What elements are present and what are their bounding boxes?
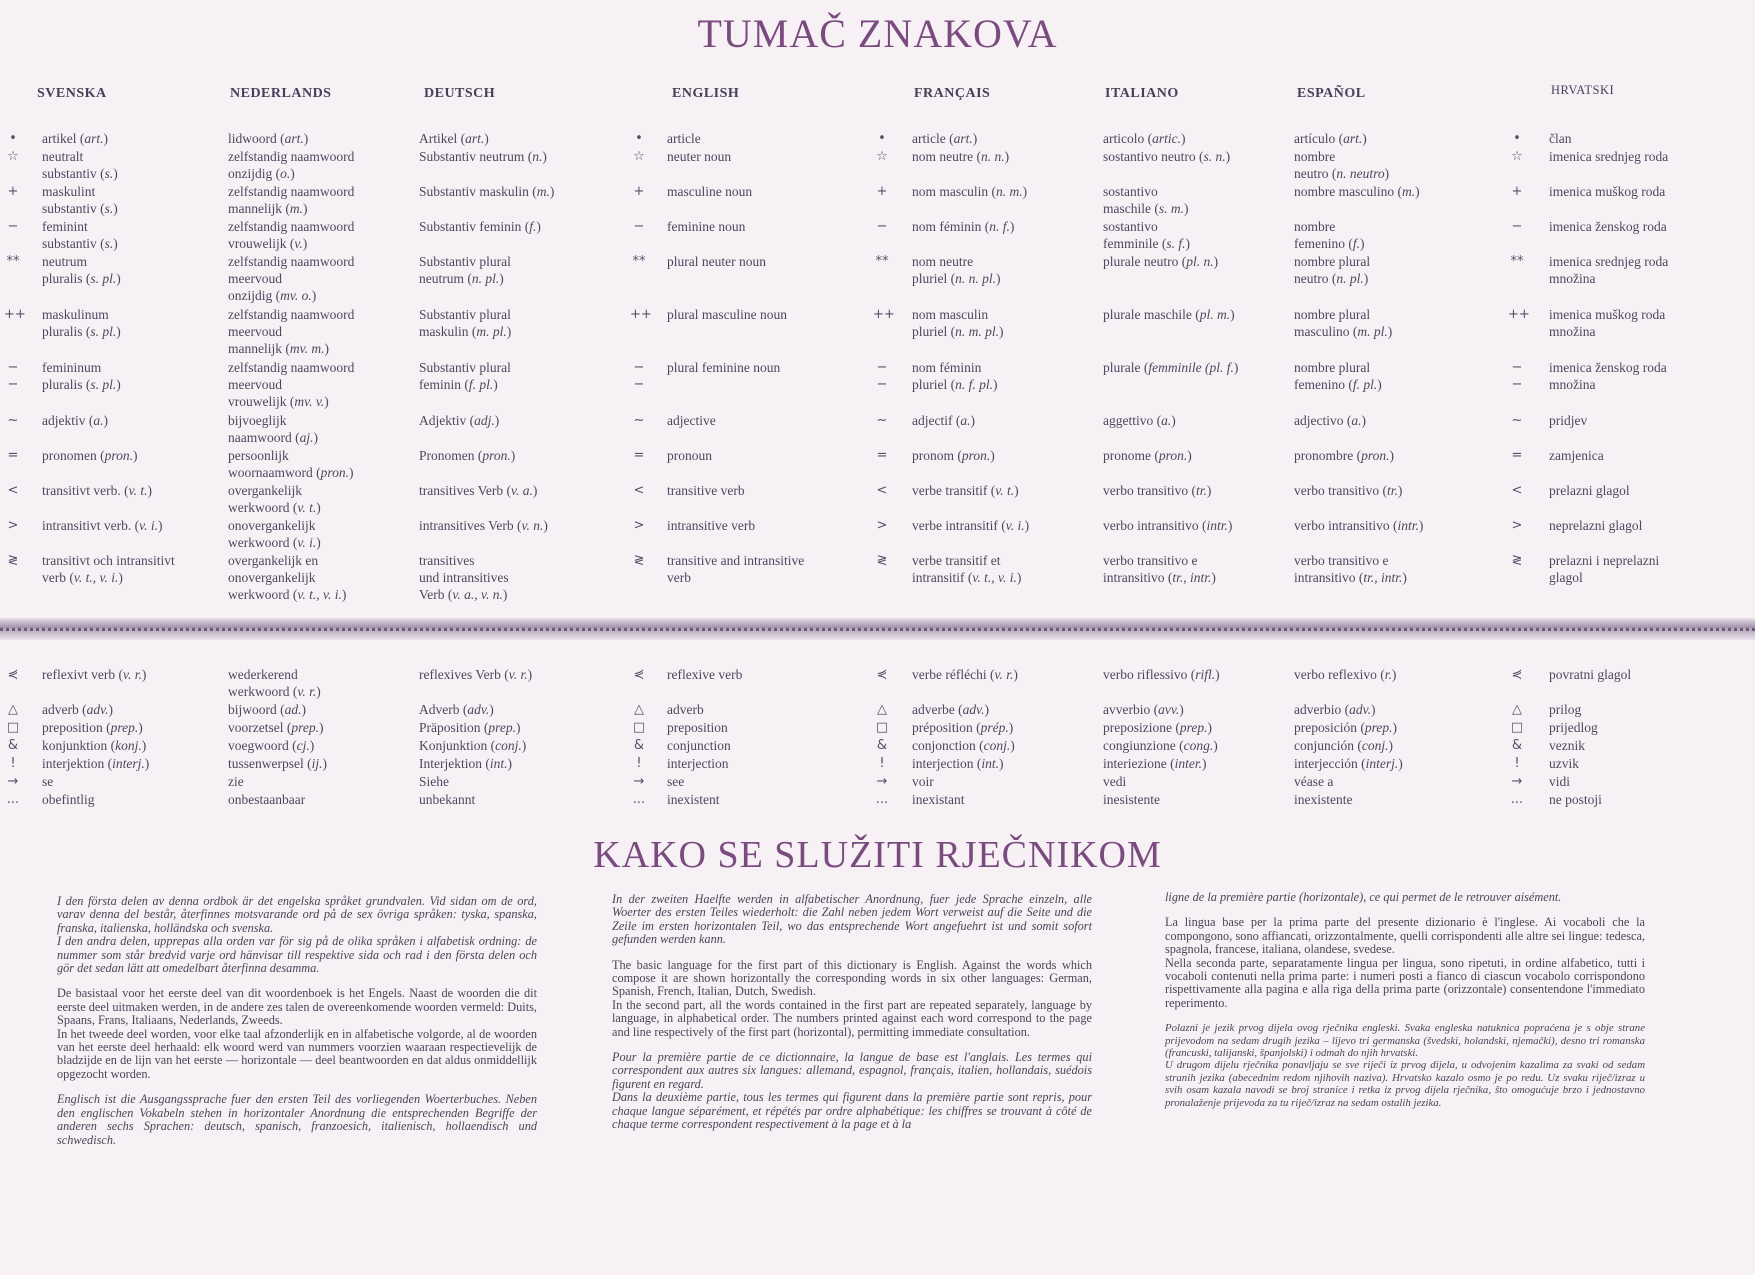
row-cell-de: Substantiv feminin (f.) <box>419 219 541 234</box>
row2-symbol-fr: ... <box>875 792 889 807</box>
row-symbol-hr: > <box>1511 518 1523 533</box>
row-cell-nl: zelfstandig naamwoord vrouwelijk (v.) <box>228 219 355 251</box>
row-symbol-en: < <box>633 483 645 498</box>
row2-symbol-en: ! <box>636 756 642 771</box>
row-cell-es: verbo transitivo e intransitivo (tr., intr.) <box>1294 553 1407 585</box>
row2-symbol-fr: & <box>876 738 888 753</box>
row2-symbol-en: → <box>633 774 645 789</box>
row2-cell-hr: povratni glagol <box>1549 667 1632 682</box>
row2-cell-es: inexistente <box>1294 792 1353 807</box>
row2-symbol-hr: ! <box>1514 756 1520 771</box>
row-symbol-sv: = <box>7 448 19 463</box>
row-symbol-fr: ☆ <box>876 149 888 164</box>
row-cell-hr: imenica srednjeg roda množina <box>1549 254 1669 286</box>
row-cell-en: pronoun <box>667 448 712 463</box>
row2-cell-fr: inexistant <box>912 792 965 807</box>
row-cell-en: article <box>667 131 701 146</box>
row-cell-de: transitives Verb (v. a.) <box>419 483 538 498</box>
row-cell-en: neuter noun <box>667 149 732 164</box>
row-symbol-hr: < <box>1511 483 1523 498</box>
row-cell-nl: overgankelijk werkwoord (v. t.) <box>228 483 321 515</box>
row-cell-de: Substantiv plural neutrum (n. pl.) <box>419 254 511 286</box>
row-cell-nl: bijvoeglijk naamwoord (aj.) <box>228 413 318 445</box>
row-cell-it: sostantivo femminile (s. f.) <box>1103 219 1190 251</box>
row-symbol-fr: − <box>876 219 888 234</box>
row-cell-hr: imenica muškog roda <box>1549 184 1666 199</box>
row-symbol-en: + <box>633 184 645 199</box>
row2-cell-de: Präposition (prep.) <box>419 720 521 735</box>
row-cell-sv: maskulinum pluralis (s. pl.) <box>42 307 121 339</box>
row2-cell-de: Adverb (adv.) <box>419 702 494 717</box>
row-cell-de: transitives und intransitives Verb (v. a., v. n.) <box>419 553 509 602</box>
row-cell-fr: verbe transitif (v. t.) <box>912 483 1019 498</box>
row2-cell-hr: veznik <box>1549 738 1585 753</box>
row-cell-it: plurale maschile (pl. m.) <box>1103 307 1235 322</box>
row-symbol-sv: < <box>7 483 19 498</box>
row-symbol-fr: ** <box>875 254 889 269</box>
row-cell-nl: persoonlijk woornaamword (pron.) <box>228 448 354 480</box>
row2-symbol-hr: ... <box>1510 792 1524 807</box>
instructions-column-1 <box>57 895 537 1159</box>
row2-cell-sv: obefintlig <box>42 792 95 807</box>
row-symbol-en: ++ <box>630 307 652 322</box>
row-symbol-hr: ≷ <box>1511 553 1523 568</box>
row-symbol-en: ** <box>632 254 646 269</box>
row2-symbol-en: ... <box>632 792 646 807</box>
fold-stitching <box>0 628 1755 631</box>
row-symbol-sv: • <box>9 131 17 146</box>
row2-cell-nl: wederkerend werkwoord (v. r.) <box>228 667 321 699</box>
row-cell-fr: nom féminin (n. f.) <box>912 219 1015 234</box>
row-cell-es: nombre plural neutro (n. pl.) <box>1294 254 1371 286</box>
row-cell-nl: zelfstandig naamwoord onzijdig (o.) <box>228 149 355 181</box>
row2-symbol-hr: △ <box>1512 702 1522 717</box>
row2-cell-sv: se <box>42 774 54 789</box>
row-cell-hr: pridjev <box>1549 413 1588 428</box>
row-cell-de: intransitives Verb (v. n.) <box>419 518 548 533</box>
row2-symbol-hr: ⋞ <box>1511 667 1523 682</box>
row2-symbol-sv: □ <box>6 720 20 735</box>
row-cell-it: verbo intransitivo (intr.) <box>1103 518 1233 533</box>
col2-paragraph: In der zweiten Haelfte werden in alfabetischer Anordnung, fuer jede Sprache einzeln, alle Woerter des ersten Teiles wiederholt: die Zahl neben jedem Wort verweist auf die Seite und die Zeile im ersten horizontalen Teil, wo das entsprechende Wort angefuehrt ist und somit sofort gefunden werden kann. <box>612 892 1092 947</box>
row-symbol-hr: ** <box>1510 254 1524 269</box>
row2-symbol-fr: □ <box>875 720 889 735</box>
row-cell-de: Substantiv plural feminin (f. pl.) <box>419 360 511 392</box>
row-cell-fr: adjectif (a.) <box>912 413 975 428</box>
row2-symbol-en: △ <box>634 702 644 717</box>
row-cell-en: feminine noun <box>667 219 746 234</box>
lang-header-de: DEUTSCH <box>424 86 496 101</box>
row-cell-fr: nom masculin pluriel (n. m. pl.) <box>912 307 1004 339</box>
row-symbol-fr: ++ <box>873 307 895 322</box>
row-cell-sv: pronomen (pron.) <box>42 448 138 463</box>
row-cell-sv: feminint substantiv (s.) <box>42 219 118 251</box>
row-cell-hr: imenica muškog roda množina <box>1549 307 1666 339</box>
row-cell-sv: neutrum pluralis (s. pl.) <box>42 254 121 286</box>
row-symbol-en: ☆ <box>633 149 645 164</box>
row2-cell-it: preposizione (prep.) <box>1103 720 1212 735</box>
row-symbol-hr: ☆ <box>1511 149 1523 164</box>
row2-symbol-sv: & <box>7 738 19 753</box>
row-cell-sv: intransitivt verb. (v. i.) <box>42 518 163 533</box>
col2-paragraph: Pour la première partie de ce dictionnaire, la langue de base est l'anglais. Les termes qui correspondent aux autres six langues: allemand, espagnol, français, italien, hollandais, suédois figurent en regard. Dans la deuxième partie, tous les termes qui figurent dans la première partie sont repris, pour chaque langue séparément, et répétés par ordre alphabétique: les chiffres se trouvant à côté de chaque terme correspondent respectivement à la page et à la <box>612 1050 1092 1132</box>
row-cell-fr: nom masculin (n. m.) <box>912 184 1028 199</box>
row-symbol-en: ~ <box>633 413 645 428</box>
row2-cell-de: Interjektion (int.) <box>419 756 512 771</box>
row2-cell-es: preposición (prep.) <box>1294 720 1397 735</box>
col1-paragraph: I den första delen av denna ordbok är det engelska språket grundvalen. Vid sidan om de ord, varav denna del består, återfinnes motsvarande ord på de sex övriga språken: tyska, spanska, franska, italienska, holländska och svenska. I den andra delen, upprepas alla orden var för sig på de olika språken i alfabetisk ordning: de nummer som står bredvid varje ord hänvisar till respektive sida och rad i den första delen och gör det sedan lätt att omedelbart återfinna desamma. <box>57 894 537 976</box>
row-cell-fr: verbe intransitif (v. i.) <box>912 518 1030 533</box>
row-symbol-hr: ~ <box>1511 413 1523 428</box>
row2-cell-en: inexistent <box>667 792 720 807</box>
row2-cell-nl: zie <box>228 774 244 789</box>
row2-cell-en: adverb <box>667 702 704 717</box>
row-symbol-sv: ** <box>6 254 20 269</box>
row2-symbol-hr: → <box>1511 774 1523 789</box>
row-cell-it: pronome (pron.) <box>1103 448 1192 463</box>
row2-cell-fr: adverbe (adv.) <box>912 702 989 717</box>
row-cell-fr: verbe transitif et intransitif (v. t., v. i.) <box>912 553 1022 585</box>
row-cell-hr: imenica srednjeg roda <box>1549 149 1669 164</box>
row2-symbol-sv: ! <box>10 756 16 771</box>
row-symbol-sv: + <box>7 184 19 199</box>
row2-cell-sv: interjektion (interj.) <box>42 756 150 771</box>
row2-cell-de: unbekannt <box>419 792 476 807</box>
row2-cell-nl: voorzetsel (prep.) <box>228 720 324 735</box>
row-cell-en: masculine noun <box>667 184 753 199</box>
row-symbol-sv: ≷ <box>7 553 19 568</box>
row-cell-en: adjective <box>667 413 716 428</box>
row-cell-sv: femininum pluralis (s. pl.) <box>42 360 121 392</box>
row-cell-sv: adjektiv (a.) <box>42 413 108 428</box>
row-cell-it: aggettivo (a.) <box>1103 413 1176 428</box>
lang-header-sv: SVENSKA <box>37 86 107 101</box>
row-symbol-en: −− <box>633 360 645 392</box>
row2-cell-es: interjección (interj.) <box>1294 756 1403 771</box>
row-cell-nl: zelfstandig naamwoord meervoud vrouwelijk (mv. v.) <box>228 360 355 409</box>
row-symbol-fr: > <box>876 518 888 533</box>
row2-cell-nl: tussenwerpsel (ij.) <box>228 756 327 771</box>
row-cell-es: nombre masculino (m.) <box>1294 184 1420 199</box>
row-cell-nl: zelfstandig naamwoord meervoud onzijdig (mv. o.) <box>228 254 355 303</box>
row-cell-nl: zelfstandig naamwoord meervoud mannelijk (mv. m.) <box>228 307 355 356</box>
row-cell-es: nombre plural femenino (f. pl.) <box>1294 360 1382 392</box>
row2-cell-it: interiezione (inter.) <box>1103 756 1207 771</box>
row-cell-fr: article (art.) <box>912 131 978 146</box>
row-cell-hr: imenica ženskog roda množina <box>1549 360 1667 392</box>
row-cell-en: plural feminine noun <box>667 360 781 375</box>
row2-symbol-sv: △ <box>8 702 18 717</box>
row2-symbol-sv: ... <box>6 792 20 807</box>
col3-paragraph: ligne de la première partie (horizontale), ce qui permet de le retrouver aisément. <box>1165 890 1562 904</box>
row-cell-it: plurale (femminile (pl. f.) <box>1103 360 1239 375</box>
row-cell-de: Artikel (art.) <box>419 131 489 146</box>
row-cell-hr: neprelazni glagol <box>1549 518 1643 533</box>
row2-symbol-hr: & <box>1511 738 1523 753</box>
row-symbol-hr: • <box>1513 131 1521 146</box>
row2-symbol-fr: ⋞ <box>876 667 888 682</box>
row2-cell-nl: onbestaanbaar <box>228 792 306 807</box>
row-cell-sv: transitivt verb. (v. t.) <box>42 483 152 498</box>
row-cell-es: nombre femenino (f.) <box>1294 219 1365 251</box>
instructions-column-2 <box>612 893 1092 1144</box>
row-symbol-en: ≷ <box>633 553 645 568</box>
row-cell-es: nombre neutro (n. neutro) <box>1294 149 1390 181</box>
col1-paragraph: Englisch ist die Ausgangssprache fuer den ersten Teil des vorliegenden Woerterbuches. Neben den englischen Vokabeln stehen in horizontaler Anordnung die entsprechenden Begriffe der anderen sechs Sprachen: deutsch, spanisch, franzoesich, italienisch, hollaendisch und schwedisch. <box>57 1092 537 1147</box>
row-cell-es: artículo (art.) <box>1294 131 1367 146</box>
col3-paragraph: La lingua base per la prima parte del presente dizionario è l'inglese. Ai vocaboli che la compongono, sono affiancati, orizzontalmente, quelli corrispondenti alle altre sei lingue: tedesca, spagnola, francese, italiana, olandese, svedese. Nella seconda parte, separatamente lingua per lingua, sono ripetuti, in ordine alfabetico, tutti i vocaboli contenuti nella prima parte: i numeri posti a fianco di ciascun vocabolo corrispondono rispettivamente alla pagina e alla riga della prima parte (orizzontale) consentendone l'immediato reperimento. <box>1165 915 1645 1010</box>
row-cell-nl: zelfstandig naamwoord mannelijk (m.) <box>228 184 355 216</box>
row2-cell-en: reflexive verb <box>667 667 743 682</box>
row-symbol-sv: > <box>7 518 19 533</box>
row-symbol-sv: −− <box>7 360 19 392</box>
section-title: KAKO SE SLUŽITI RJEČNIKOM <box>593 834 1162 876</box>
lang-header-fr: FRANÇAIS <box>914 86 991 101</box>
row2-symbol-en: ⋞ <box>633 667 645 682</box>
row2-cell-nl: voegwoord (cj.) <box>228 738 315 753</box>
row-cell-hr: imenica ženskog roda <box>1549 219 1667 234</box>
row-symbol-sv: ~ <box>7 413 19 428</box>
lang-header-it: ITALIANO <box>1105 86 1179 101</box>
row-cell-sv: maskulint substantiv (s.) <box>42 184 118 216</box>
row-symbol-hr: − <box>1511 219 1523 234</box>
row-cell-en: transitive and intransitive verb <box>667 553 805 585</box>
row-cell-es: pronombre (pron.) <box>1294 448 1394 463</box>
row-cell-hr: prelazni i neprelazni glagol <box>1549 553 1660 585</box>
row-symbol-sv: ++ <box>4 307 26 322</box>
row2-cell-it: inesistente <box>1103 792 1160 807</box>
row2-cell-de: Siehe <box>419 774 449 789</box>
row2-cell-hr: prijedlog <box>1549 720 1598 735</box>
row2-cell-sv: konjunktion (konj.) <box>42 738 147 753</box>
row-symbol-hr: ++ <box>1508 307 1530 322</box>
row-cell-en: plural neuter noun <box>667 254 766 269</box>
row-cell-hr: zamjenica <box>1549 448 1604 463</box>
row-cell-en: intransitive verb <box>667 518 756 533</box>
row-cell-en: plural masculine noun <box>667 307 787 322</box>
row-cell-de: Substantiv maskulin (m.) <box>419 184 555 199</box>
row2-cell-it: congiunzione (cong.) <box>1103 738 1218 753</box>
row-cell-nl: onovergankelijk werkwoord (v. i.) <box>228 518 321 550</box>
row-cell-de: Pronomen (pron.) <box>419 448 516 463</box>
row-cell-fr: nom neutre pluriel (n. n. pl.) <box>912 254 1001 286</box>
col2-paragraph: The basic language for the first part of this dictionary is English. Against the words which compose it are shown horizontally the corresponding words in six other languages: German, Spanish, French, Italian, Dutch, Swedish. In the second part, all the words contained in the first part are repeated separately, language by language, in alphabetical order. The numbers printed against each word correspond to the page and line respectively of the first part (horizontal), permitting immediate consultation. <box>612 957 1092 1039</box>
row-symbol-fr: • <box>878 131 886 146</box>
row-cell-it: sostantivo maschile (s. m.) <box>1103 184 1189 216</box>
lang-header-nl: NEDERLANDS <box>230 86 332 101</box>
row2-cell-en: conjunction <box>667 738 731 753</box>
row2-cell-hr: vidi <box>1549 774 1571 789</box>
row-symbol-hr: −− <box>1511 360 1523 392</box>
row-symbol-fr: −− <box>876 360 888 392</box>
row-cell-sv: artikel (art.) <box>42 131 108 146</box>
row-cell-fr: nom féminin pluriel (n. f. pl.) <box>912 360 998 392</box>
row-cell-sv: neutralt substantiv (s.) <box>42 149 118 181</box>
row2-cell-de: Konjunktion (conj.) <box>419 738 527 753</box>
row-symbol-hr: + <box>1511 184 1523 199</box>
row-symbol-en: − <box>633 219 645 234</box>
row2-cell-es: véase a <box>1294 774 1334 789</box>
row-cell-de: Substantiv plural maskulin (m. pl.) <box>419 307 512 339</box>
row-symbol-hr: = <box>1511 448 1523 463</box>
row2-cell-sv: preposition (prep.) <box>42 720 143 735</box>
row-symbol-en: = <box>633 448 645 463</box>
row-cell-es: nombre plural masculino (m. pl.) <box>1294 307 1393 339</box>
row2-symbol-hr: □ <box>1510 720 1524 735</box>
row-cell-hr: prelazni glagol <box>1549 483 1630 498</box>
lang-header-es: ESPAÑOL <box>1297 86 1366 101</box>
row2-symbol-fr: ! <box>879 756 885 771</box>
row-cell-hr: član <box>1549 131 1572 146</box>
row2-symbol-fr: △ <box>877 702 887 717</box>
row-symbol-fr: ~ <box>876 413 888 428</box>
col1-paragraph: De basistaal voor het eerste deel van dit woordenboek is het Engels. Naast de woorden die dit eerste deel uitmaken werden, in de andere zes talen de overeenkomende woorden vermeld: Duits, Spaans, Frans, Italiaans, Nederlands, Zweeds. In het tweede deel worden, voor elke taal afzonderlijk en in alfabetische volgorde, al de woorden van het eerste deel herhaald: elk woord werd van nummers voorzien waaraan respectievelijk de bladzijde en de lijn van het eerste — horizontale — deel beantwoorden en dat aldus onmiddellijk opgezocht worden. <box>57 986 537 1081</box>
row2-cell-hr: ne postoji <box>1549 792 1602 807</box>
row2-cell-de: reflexives Verb (v. r.) <box>419 667 533 682</box>
col3-paragraph: Polazni je jezik prvog dijela ovog rječnika engleski. Svaka engleska natuknica popraćena je s obje strane prijevodom na sedam drugih jezika – lijevo tri germanska (švedski, holandski, njemački), desno tri romanska (francuski, talijanski, španjolski) i odmah do njih hrvatski. U drugom dijelu rječnika ponavljaju se sve riječi iz prvog dijela, u odvojenim kazalima za svaki od sedam stranih jezika (abecednim redom njihovih naziva). Hrvatsko kazalo osmo je po redu. Uz svaku riječ/izraz u svih osam kazala navodi se broj stranice i retka iz prvog dijela rječnika, što omogućuje brzo i jednostavno pronalaženje prijevoda za tu riječ/izraz na sedam ostalih jezika. <box>1165 1022 1645 1109</box>
row-cell-es: verbo intransitivo (intr.) <box>1294 518 1424 533</box>
row-symbol-fr: ≷ <box>876 553 888 568</box>
row-cell-nl: lidwoord (art.) <box>228 131 309 146</box>
row-cell-it: sostantivo neutro (s. n.) <box>1103 149 1231 164</box>
row-cell-it: articolo (artic.) <box>1103 131 1186 146</box>
lang-header-hr: HRVATSKI <box>1551 83 1615 97</box>
row2-cell-es: verbo reflexivo (r.) <box>1294 667 1397 682</box>
row2-cell-en: preposition <box>667 720 728 735</box>
row2-symbol-en: & <box>633 738 645 753</box>
row-cell-de: Substantiv neutrum (n.) <box>419 149 547 164</box>
row-cell-fr: nom neutre (n. n.) <box>912 149 1010 164</box>
row2-cell-fr: interjection (int.) <box>912 756 1004 771</box>
row2-cell-fr: préposition (prép.) <box>912 720 1014 735</box>
row-cell-nl: overgankelijk en onovergankelijk werkwoord (v. t., v. i.) <box>228 553 347 602</box>
row2-cell-en: interjection <box>667 756 729 771</box>
row2-cell-nl: bijwoord (ad.) <box>228 702 306 717</box>
row-symbol-sv: ☆ <box>7 149 19 164</box>
row-cell-fr: pronom (pron.) <box>912 448 995 463</box>
row2-symbol-fr: → <box>876 774 888 789</box>
instructions-column-3 <box>1165 891 1645 1121</box>
row2-cell-fr: verbe réfléchi (v. r.) <box>912 667 1018 682</box>
lang-header-en: ENGLISH <box>672 86 740 101</box>
row-symbol-en: • <box>635 131 643 146</box>
row2-cell-hr: prilog <box>1549 702 1582 717</box>
row-cell-sv: transitivt och intransitivt verb (v. t., v. i.) <box>42 553 175 585</box>
row-cell-it: verbo transitivo (tr.) <box>1103 483 1212 498</box>
row-cell-it: plurale neutro (pl. n.) <box>1103 254 1219 269</box>
row2-cell-es: conjunción (conj.) <box>1294 738 1393 753</box>
row2-cell-hr: uzvik <box>1549 756 1579 771</box>
row2-symbol-sv: ⋞ <box>7 667 19 682</box>
row2-cell-en: see <box>667 774 685 789</box>
row2-cell-it: vedi <box>1103 774 1127 789</box>
row2-cell-fr: conjonction (conj.) <box>912 738 1015 753</box>
row-cell-es: adjectivo (a.) <box>1294 413 1366 428</box>
row-cell-es: verbo transitivo (tr.) <box>1294 483 1403 498</box>
row-cell-en: transitive verb <box>667 483 745 498</box>
row-cell-it: verbo transitivo e intransitivo (tr., intr.) <box>1103 553 1216 585</box>
row-symbol-fr: + <box>876 184 888 199</box>
row2-symbol-en: □ <box>632 720 646 735</box>
row2-cell-sv: adverb (adv.) <box>42 702 113 717</box>
row-symbol-fr: = <box>876 448 888 463</box>
row2-symbol-sv: → <box>7 774 19 789</box>
row2-cell-it: verbo riflessivo (rifl.) <box>1103 667 1220 682</box>
row-symbol-en: > <box>633 518 645 533</box>
row-symbol-fr: < <box>876 483 888 498</box>
page-title: TUMAČ ZNAKOVA <box>697 11 1058 56</box>
row2-cell-es: adverbio (adv.) <box>1294 702 1376 717</box>
row2-cell-it: avverbio (avv.) <box>1103 702 1184 717</box>
row2-cell-sv: reflexivt verb (v. r.) <box>42 667 147 682</box>
row2-cell-fr: voir <box>912 774 934 789</box>
row-symbol-sv: − <box>7 219 19 234</box>
row-cell-de: Adjektiv (adj.) <box>419 413 500 428</box>
